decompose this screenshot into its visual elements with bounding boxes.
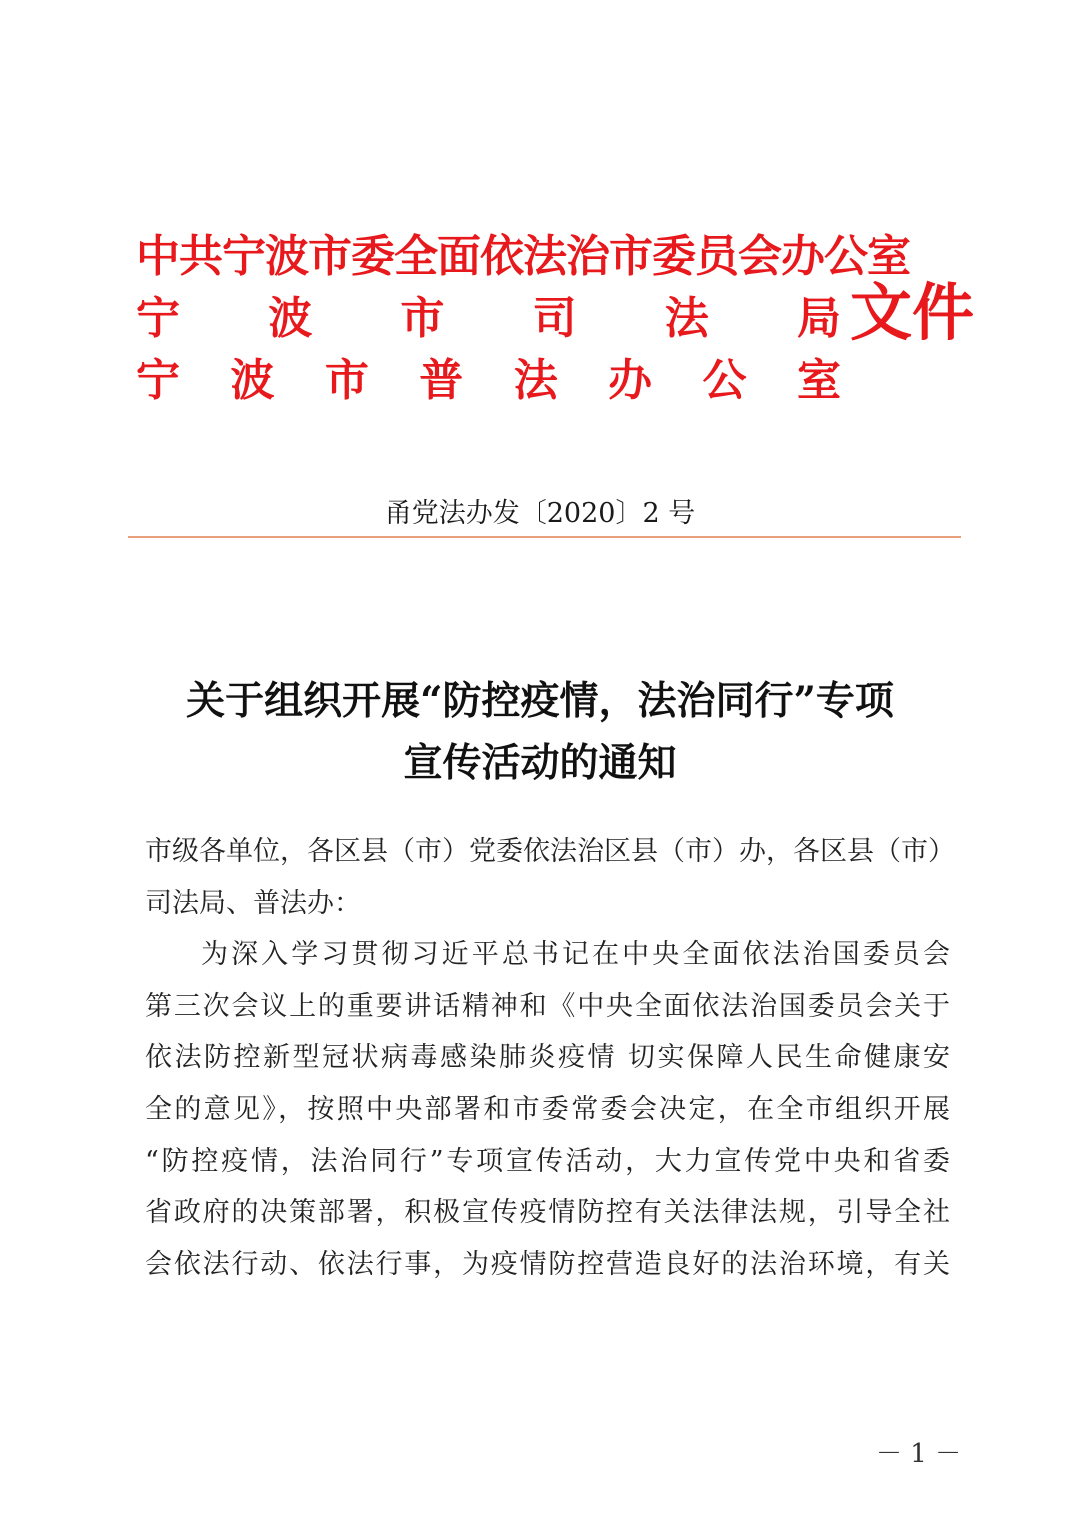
document-title — [0, 670, 1080, 794]
issuer-char: 宁 — [136, 293, 180, 344]
document-number: 甬党法办发〔2020〕2 号 — [384, 498, 696, 529]
issuer-char: 司 — [532, 293, 577, 344]
paragraph-line: 全的意见》，按照中央部署和市委常委会决定，在全市组织开展 — [145, 1093, 950, 1125]
issuer-char: 市 — [324, 355, 369, 406]
issuer-char: 市 — [400, 293, 445, 344]
paragraph-line: 会依法行动、依法行事，为疫情防控营造良好的法治环境，有关 — [145, 1248, 950, 1280]
page-number: － 1 － — [876, 1439, 962, 1469]
issuer-char: 波 — [268, 293, 313, 344]
paragraph-line: 为深入学习贯彻习近平总书记在中央全面依法治国委员会 — [201, 939, 950, 971]
issuer-char: 宁 — [136, 355, 180, 406]
issuer-char: 法 — [664, 293, 709, 344]
issuer-line-2 — [136, 288, 841, 350]
issuer-char: 办 — [608, 355, 653, 406]
issuer-line-3 — [136, 350, 841, 412]
issuer-name: 中共宁波市委全面依法治市委员会办公室 — [136, 231, 910, 282]
title-line-1: 关于组织开展“防控疫情，法治同行”专项 — [186, 678, 894, 724]
title-line-2: 宣传活动的通知 — [403, 740, 677, 786]
document-body — [145, 826, 955, 1290]
issuer-char: 波 — [230, 355, 275, 406]
issuer-char: 室 — [796, 355, 841, 406]
issuing-authorities — [136, 226, 910, 412]
issuer-char: 法 — [513, 355, 558, 406]
paragraph-line: 第三次会议上的重要讲话精神和《中央全面依法治国委员会关于 — [145, 990, 950, 1022]
addressee-line: 司法局、普法办： — [145, 887, 361, 919]
issuer-char: 普 — [419, 355, 464, 406]
paragraph-line: 省政府的决策部署，积极宣传疫情防控有关法律法规，引导全社 — [145, 1197, 950, 1229]
paragraph-line: 依法防控新型冠状病毒感染肺炎疫情 切实保障人民生命健康安 — [145, 1042, 950, 1074]
issuer-char: 公 — [702, 355, 747, 406]
document-type-label: 文件 — [850, 276, 975, 349]
paragraph-line: “防控疫情，法治同行”专项宣传活动，大力宣传党中央和省委 — [145, 1145, 950, 1177]
issuer-char: 局 — [796, 293, 841, 344]
separator-rule — [128, 536, 961, 538]
addressee-line: 市级各单位，各区县（市）党委依法治区县（市）办，各区县（市） — [145, 836, 955, 867]
issuer-line-1 — [136, 226, 910, 288]
